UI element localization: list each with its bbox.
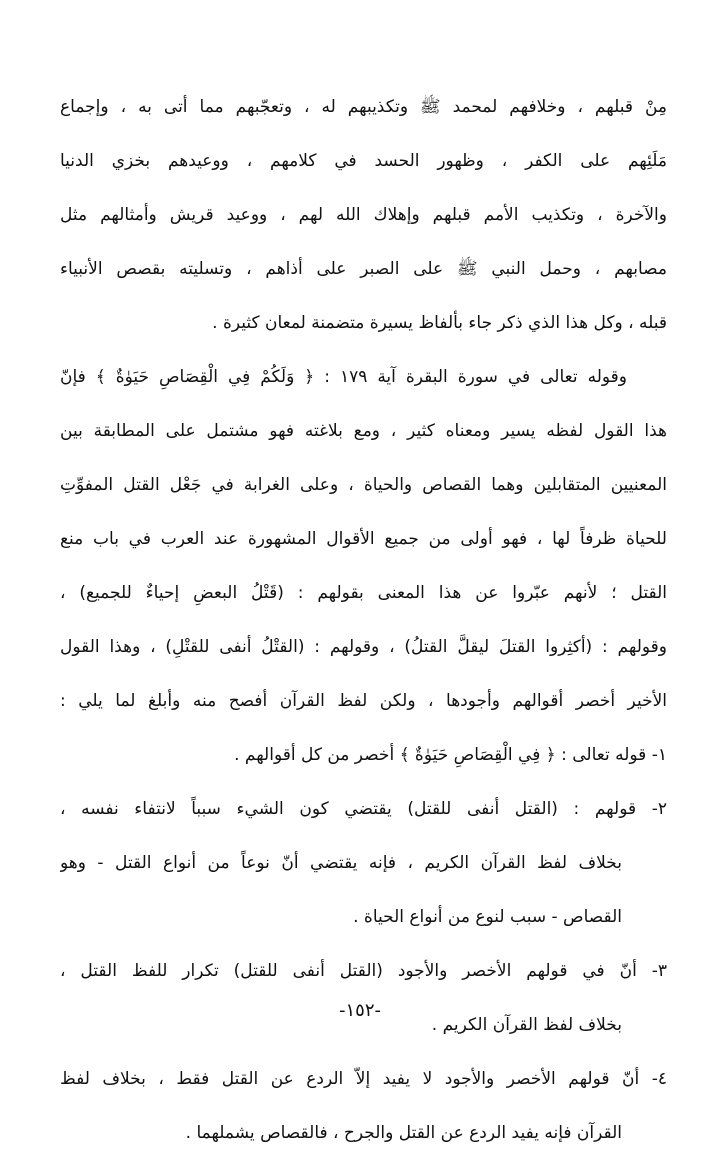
list-item-1: ١- قوله تعالى : ﴿ فِي الْقِصَاصِ حَيَوٰةٌ ﴾ أخصر من كل أقوالهم . <box>234 745 667 765</box>
body-text <box>60 80 667 1160</box>
list-item-3: ٣- أنّ في قولهم الأخصر والأجود (القتل أنفى للقتل) تكرار للفظ القتل ، <box>60 961 667 981</box>
page-number: -١٥٢- <box>338 1000 381 1021</box>
list-item-2-continuation: القصاص - سبب لنوع من أنواع الحياة . <box>353 907 622 927</box>
text-line: مصابهم ، وحمل النبي ﷺ على الصبر على أذاهم ، وتسليته بقصص الأنبياء <box>60 259 667 279</box>
list-item-4: ٤- أنّ قولهم الأخصر والأجود لا يفيد إلاّ الردع عن القتل فقط ، بخلاف لفظ <box>60 1069 667 1089</box>
list-item-4-continuation: القرآن فإنه يفيد الردع عن القتل والجرح ، فالقصاص يشملهما . <box>185 1123 622 1143</box>
text-line: مَلَئِهم على الكفر ، وظهور الحسد في كلامهم ، ووعيدهم بخزي الدنيا <box>60 151 667 171</box>
text-line: الأخير أخصر أقوالهم وأجودها ، ولكن لفظ القرآن أفصح منه وأبلغ لما يلي : <box>60 691 667 711</box>
text-line: هذا القول لفظه يسير ومعناه كثير ، ومع بلاغته فهو مشتمل على المطابقة بين <box>60 421 667 441</box>
text-line: والآخرة ، وتكذيب الأمم قبلهم وإهلاك الله لهم ، ووعيد قريش وأمثالهم مثل <box>60 205 667 225</box>
text-line: وقولهم : (أكثِروا القتلَ ليقلَّ القتلُ) ، وقولهم : (القتْلُ أنفى للقتْلِ) ، وهذا القول <box>60 637 667 657</box>
list-item-3-continuation: بخلاف لفظ القرآن الكريم . <box>431 1015 622 1035</box>
list-item-2-continuation: بخلاف لفظ القرآن الكريم ، فإنه يقتضي أنّ نوعاً من أنواع القتل - وهو <box>60 853 622 873</box>
text-line: القتل ؛ لأنهم عبّروا عن هذا المعنى بقولهم : (قَتْلُ البعضِ إحياءٌ للجميع) ، <box>60 583 667 603</box>
text-line: للحياة ظرفاً لها ، فهو أولى من جميع الأقوال المشهورة عند العرب في باب منع <box>60 529 667 549</box>
text-line: مِنْ قبلهم ، وخلافهم لمحمد ﷺ وتكذيبهم له ، وتعجّبهم مما أتى به ، وإجماع <box>60 97 667 117</box>
text-line: المعنيين المتقابلين وهما القصاص والحياة ، وعلى الغرابة في جَعْل القتل المفوِّتِ <box>60 475 667 495</box>
list-item-2: ٢- قولهم : (القتل أنفى للقتل) يقتضي كون الشيء سبباً لانتفاء نفسه ، <box>60 799 667 819</box>
text-line: قبله ، وكل هذا الذي ذكر جاء بألفاظ يسيرة متضمنة لمعان كثيرة . <box>212 313 667 333</box>
text-line: وقوله تعالى في سورة البقرة آية ١٧٩ : ﴿ وَلَكُمْ فِي الْقِصَاصِ حَيَوٰةٌ ﴾ فإنّ <box>60 367 627 387</box>
